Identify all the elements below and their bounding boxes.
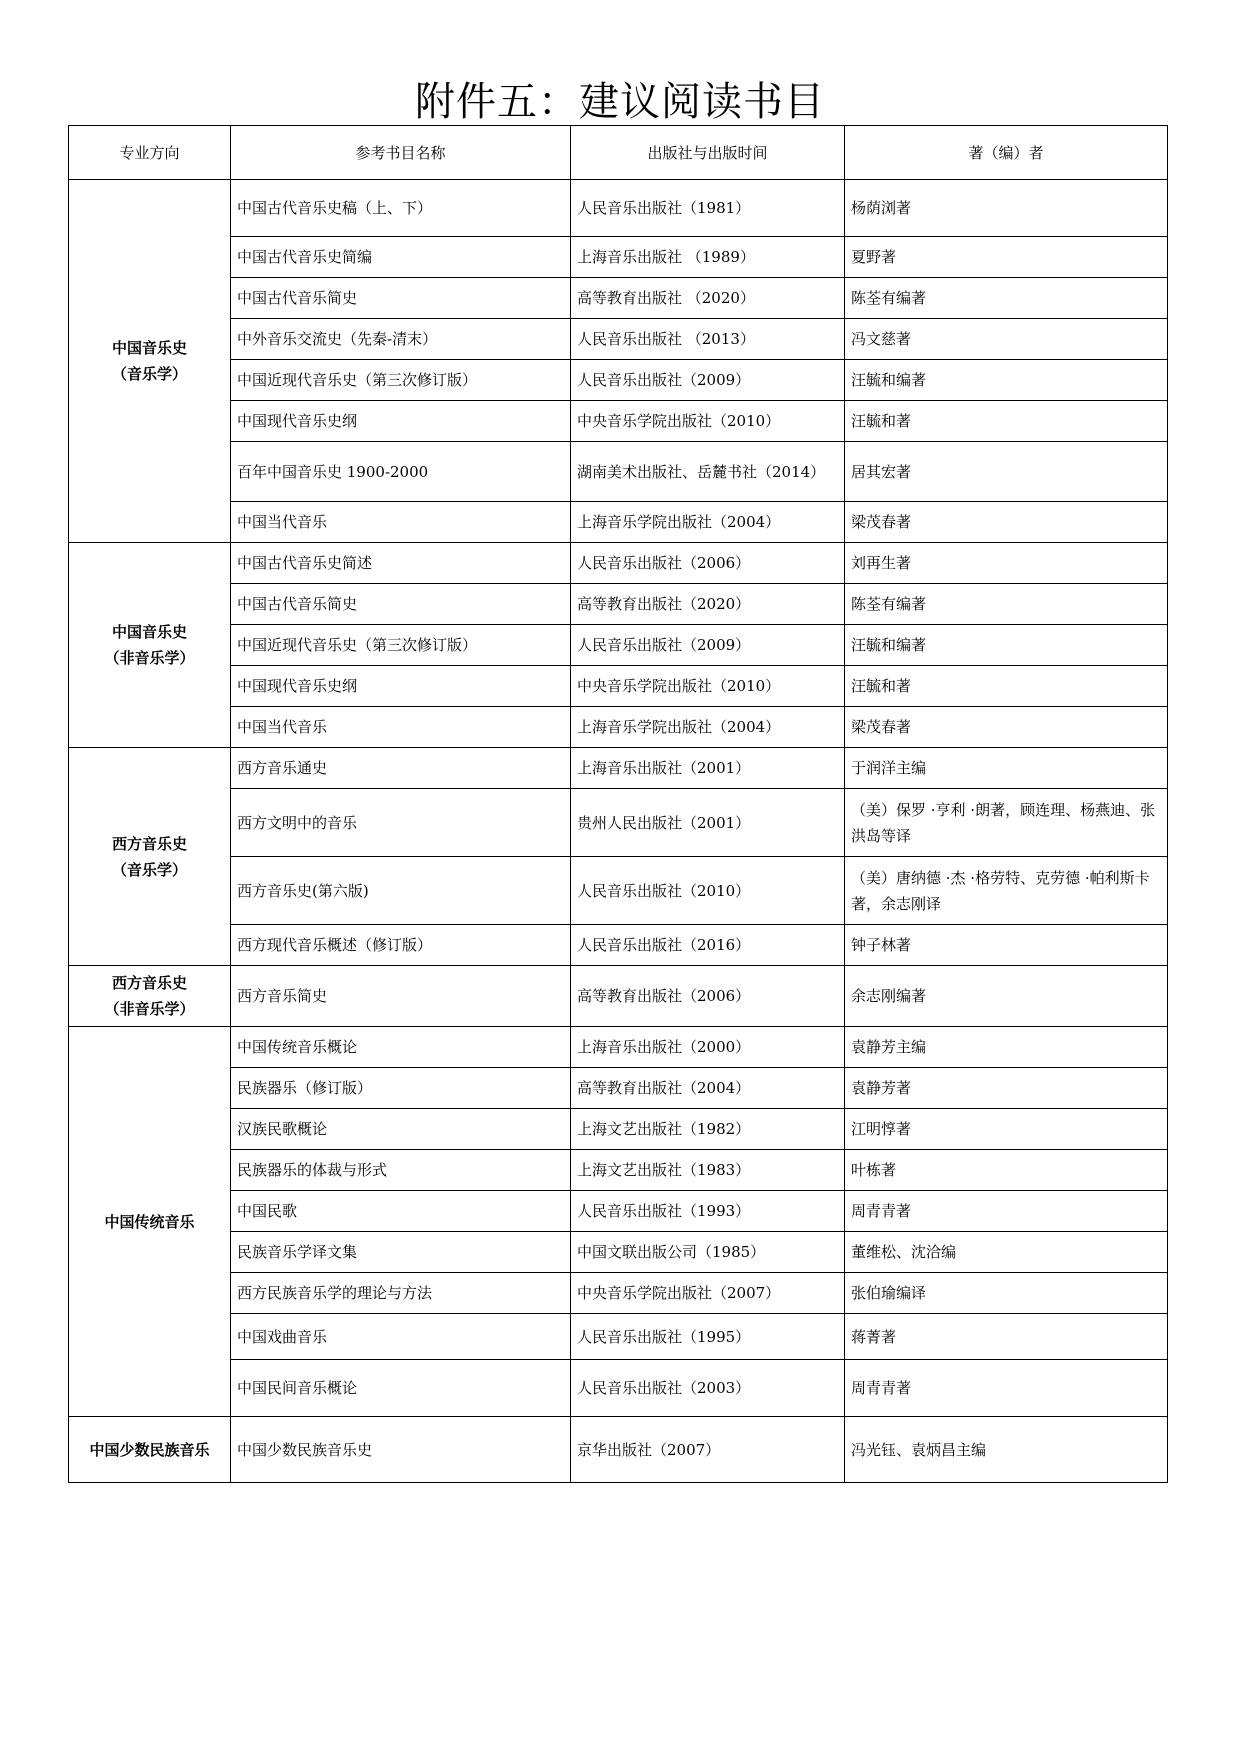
author-cell: 江明惇著	[845, 1109, 1168, 1150]
table-row	[69, 1068, 1168, 1109]
author-cell: 居其宏著	[845, 442, 1168, 502]
table-row	[69, 966, 1168, 1027]
book-title-cell: 民族器乐（修订版）	[231, 1068, 571, 1109]
author-cell: 冯光钰、袁炳昌主编	[845, 1417, 1168, 1483]
author-cell: 梁茂春著	[845, 502, 1168, 543]
publisher-cell: 中国文联出版公司（1985）	[571, 1232, 845, 1273]
category-label: 中国音乐史	[111, 623, 187, 641]
publisher-cell: 人民音乐出版社（1995）	[571, 1314, 845, 1360]
book-title-cell: 民族器乐的体裁与形式	[231, 1150, 571, 1191]
book-title-cell: 中国民歌	[231, 1191, 571, 1232]
table-row	[69, 278, 1168, 319]
publisher-cell: 中央音乐学院出版社（2010）	[571, 666, 845, 707]
table-row	[69, 666, 1168, 707]
table-row	[69, 1109, 1168, 1150]
publisher-cell: 人民音乐出版社（1981）	[571, 180, 845, 237]
author-cell: 袁静芳著	[845, 1068, 1168, 1109]
table-row	[69, 1273, 1168, 1314]
table-row	[69, 1191, 1168, 1232]
author-cell: 袁静芳主编	[845, 1027, 1168, 1068]
book-title-cell: 西方民族音乐学的理论与方法	[231, 1273, 571, 1314]
publisher-cell: 中央音乐学院出版社（2010）	[571, 401, 845, 442]
header-direction: 专业方向	[69, 126, 231, 180]
category-label: 西方音乐史	[111, 834, 187, 853]
book-title-cell: 中国近现代音乐史（第三次修订版）	[231, 360, 571, 401]
table-row	[69, 360, 1168, 401]
book-title-cell: 中国近现代音乐史（第三次修订版）	[231, 625, 571, 666]
author-cell: 汪毓和编著	[845, 360, 1168, 401]
publisher-cell: 人民音乐出版社（2009）	[571, 625, 845, 666]
publisher-cell: 上海音乐出版社（2000）	[571, 1027, 845, 1068]
book-title-cell: 汉族民歌概论	[231, 1109, 571, 1150]
publisher-cell: 贵州人民出版社（2001）	[571, 789, 845, 857]
book-title-cell: 中国戏曲音乐	[231, 1314, 571, 1360]
author-cell: （美）唐纳德 ·杰 ·格劳特、克劳德 ·帕利斯卡著，余志刚译	[845, 857, 1168, 925]
author-cell: （美）保罗 ·亨利 ·朗著，顾连理、杨燕迪、张洪岛等译	[845, 789, 1168, 857]
book-title-cell: 西方文明中的音乐	[231, 789, 571, 857]
book-title-cell: 中国古代音乐简史	[231, 584, 571, 625]
category-sublabel: （非音乐学）	[104, 1000, 195, 1018]
reading-list-table	[68, 125, 1168, 1483]
category-sublabel: （音乐学）	[111, 365, 187, 383]
table-row	[69, 707, 1168, 748]
publisher-cell: 湖南美术出版社、岳麓书社（2014）	[571, 442, 845, 502]
publisher-cell: 上海音乐学院出版社（2004）	[571, 502, 845, 543]
category-cell	[69, 1417, 231, 1483]
table-row	[69, 925, 1168, 966]
author-cell: 周青青著	[845, 1191, 1168, 1232]
publisher-cell: 人民音乐出版社（2006）	[571, 543, 845, 584]
table-row	[69, 1027, 1168, 1068]
author-cell: 陈荃有编著	[845, 584, 1168, 625]
publisher-cell: 中央音乐学院出版社（2007）	[571, 1273, 845, 1314]
publisher-cell: 京华出版社（2007）	[571, 1417, 845, 1483]
publisher-cell: 人民音乐出版社（1993）	[571, 1191, 845, 1232]
table-row	[69, 857, 1168, 925]
table-row	[69, 789, 1168, 857]
publisher-cell: 高等教育出版社 （2020）	[571, 278, 845, 319]
book-title-cell: 西方音乐史(第六版)	[231, 857, 571, 925]
book-title-cell: 西方音乐简史	[231, 966, 571, 1027]
table-row	[69, 1314, 1168, 1360]
category-label: 中国音乐史	[111, 339, 187, 357]
table-row	[69, 625, 1168, 666]
publisher-cell: 上海文艺出版社（1983）	[571, 1150, 845, 1191]
table-body	[69, 180, 1168, 1483]
category-cell	[69, 748, 231, 966]
publisher-cell: 高等教育出版社（2004）	[571, 1068, 845, 1109]
header-publisher: 出版社与出版时间	[571, 126, 845, 180]
book-title-cell: 中国少数民族音乐史	[231, 1417, 571, 1483]
author-cell: 周青青著	[845, 1360, 1168, 1417]
table-row	[69, 502, 1168, 543]
book-title-cell: 中外音乐交流史（先秦-清末）	[231, 319, 571, 360]
author-cell: 余志刚编著	[845, 966, 1168, 1027]
author-cell: 冯文慈著	[845, 319, 1168, 360]
author-cell: 叶栋著	[845, 1150, 1168, 1191]
author-cell: 夏野著	[845, 237, 1168, 278]
publisher-cell: 人民音乐出版社 （2013）	[571, 319, 845, 360]
publisher-cell: 人民音乐出版社（2010）	[571, 857, 845, 925]
publisher-cell: 上海文艺出版社（1982）	[571, 1109, 845, 1150]
category-sublabel: （音乐学）	[111, 860, 187, 879]
table-row	[69, 442, 1168, 502]
category-label: 西方音乐史	[111, 974, 187, 992]
book-title-cell: 中国民间音乐概论	[231, 1360, 571, 1417]
author-cell: 汪毓和著	[845, 666, 1168, 707]
book-title-cell: 中国传统音乐概论	[231, 1027, 571, 1068]
publisher-cell: 高等教育出版社（2006）	[571, 966, 845, 1027]
book-title-cell: 西方音乐通史	[231, 748, 571, 789]
author-cell: 于润洋主编	[845, 748, 1168, 789]
author-cell: 陈荃有编著	[845, 278, 1168, 319]
table-row	[69, 180, 1168, 237]
publisher-cell: 人民音乐出版社（2016）	[571, 925, 845, 966]
publisher-cell: 上海音乐出版社（2001）	[571, 748, 845, 789]
page-title: 附件五：建议阅读书目	[415, 79, 825, 125]
book-title-cell: 中国古代音乐史简编	[231, 237, 571, 278]
header-author: 著（编）者	[845, 126, 1168, 180]
publisher-cell: 上海音乐出版社 （1989）	[571, 237, 845, 278]
author-cell: 汪毓和著	[845, 401, 1168, 442]
table-row	[69, 1232, 1168, 1273]
author-cell: 汪毓和编著	[845, 625, 1168, 666]
category-cell	[69, 1027, 231, 1417]
book-title-cell: 中国当代音乐	[231, 707, 571, 748]
category-label: 中国传统音乐	[104, 1212, 195, 1231]
table-header-row	[69, 126, 1168, 180]
book-title-cell: 中国古代音乐史简述	[231, 543, 571, 584]
category-cell	[69, 966, 231, 1027]
author-cell: 钟子林著	[845, 925, 1168, 966]
author-cell: 蒋菁著	[845, 1314, 1168, 1360]
publisher-cell: 人民音乐出版社（2003）	[571, 1360, 845, 1417]
publisher-cell: 人民音乐出版社（2009）	[571, 360, 845, 401]
book-title-cell: 中国现代音乐史纲	[231, 401, 571, 442]
book-title-cell: 中国现代音乐史纲	[231, 666, 571, 707]
table-row	[69, 401, 1168, 442]
book-title-cell: 西方现代音乐概述（修订版）	[231, 925, 571, 966]
publisher-cell: 高等教育出版社（2020）	[571, 584, 845, 625]
table-row	[69, 748, 1168, 789]
book-title-cell: 中国古代音乐简史	[231, 278, 571, 319]
author-cell: 梁茂春著	[845, 707, 1168, 748]
table-row	[69, 1417, 1168, 1483]
book-title-cell: 民族音乐学译文集	[231, 1232, 571, 1273]
author-cell: 董维松、沈洽编	[845, 1232, 1168, 1273]
header-book-title: 参考书目名称	[231, 126, 571, 180]
category-label: 中国少数民族音乐	[89, 1440, 210, 1459]
publisher-cell: 上海音乐学院出版社（2004）	[571, 707, 845, 748]
table-row	[69, 584, 1168, 625]
table-row	[69, 1150, 1168, 1191]
category-sublabel: （非音乐学）	[104, 649, 195, 667]
author-cell: 张伯瑜编译	[845, 1273, 1168, 1314]
book-title-cell: 中国古代音乐史稿（上、下）	[231, 180, 571, 237]
book-title-cell: 中国当代音乐	[231, 502, 571, 543]
category-cell	[69, 543, 231, 748]
table-row	[69, 237, 1168, 278]
book-title-cell: 百年中国音乐史 1900-2000	[231, 442, 571, 502]
table-row	[69, 1360, 1168, 1417]
author-cell: 杨荫浏著	[845, 180, 1168, 237]
table-row	[69, 319, 1168, 360]
author-cell: 刘再生著	[845, 543, 1168, 584]
category-cell	[69, 180, 231, 543]
table-row	[69, 543, 1168, 584]
